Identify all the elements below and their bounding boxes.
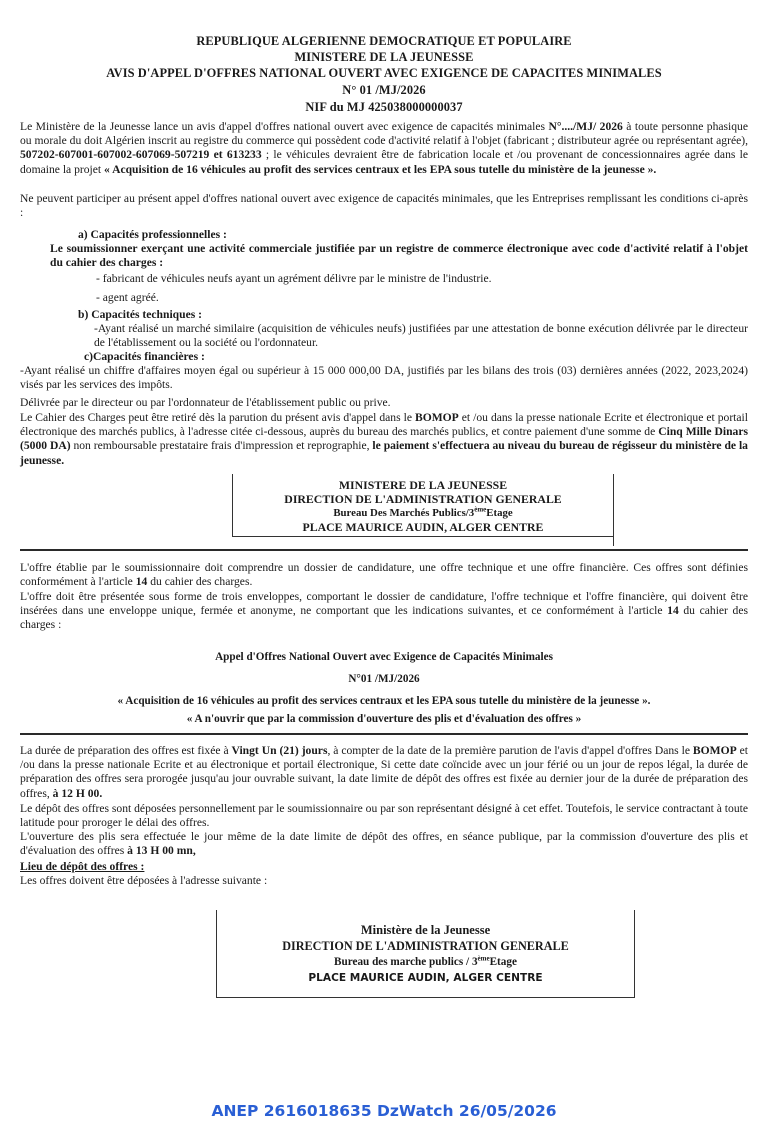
capacity-c-text-2: Délivrée par le directeur ou par l'ordonnateur de l'établissement public ou prive.	[20, 396, 391, 409]
deposit-address-intro: Les offres doivent être déposées à l'adresse suivante :	[20, 874, 268, 887]
header-nif: NIF du MJ 425038000000037	[305, 100, 463, 114]
box2-place: PLACE MAURICE AUDIN, ALGER CENTRE	[308, 972, 543, 984]
separator-2	[20, 733, 748, 735]
intro-paragraph: Le Ministère de la Jeunesse lance un avis d'appel d'offres national ouvert avec exigence de capacités minimales N°..../MJ/ 2026 à toute personne phasique ou morale du doit Algérien inscrit au registre du commerce qui possèdent code d'activité relatif à l'objet (fabricant ; distributeur agrée ou représentant agrée), 507202-607001-607002-607069-507219 et 613233 ; le véhicules devraient être de fabrication locale et /ou provenant de concessionnaires agrée dans le domaine la projet « Acquisition de 16 véhicules au profit des services centraux et les EPA sous tutelle du ministère de la jeunesse ».	[20, 120, 748, 176]
envelope-line-4: « A n'ouvrir que par la commission d'ouverture des plis et d'évaluation des offres »	[186, 713, 582, 725]
box1-place: PLACE MAURICE AUDIN, ALGER CENTRE	[302, 520, 544, 534]
box2-bottom-border	[216, 997, 635, 998]
box1-ministry: MINISTERE DE LA JEUNESSE	[338, 478, 508, 492]
deposit-paragraph: Le dépôt des offres sont déposées personnellement par le soumissionnaire ou par son représentant désigné à cet effet. Toutefois, le service contractant à toute latitude pour proroger le délai des offres.	[20, 802, 748, 830]
box2-bureau: Bureau des marche publics / 3èmeEtage	[334, 954, 517, 968]
box2-ministry: Ministère de la Jeunesse	[360, 923, 491, 937]
box1-direction: DIRECTION DE L'ADMINISTRATION GENERALE	[284, 492, 562, 506]
offer-paragraph-1: L'offre établie par le soumissionnaire doit comprendre un dossier de candidature, une offre technique et une offre financière. Ces offres sont définies conformément à l'article 14 du cahier des charges.	[20, 561, 748, 589]
header-republic: REPUBLIQUE ALGERIENNE DEMOCRATIQUE ET POPULAIRE	[196, 34, 572, 48]
header-ministry: MINISTERE DE LA JEUNESSE	[294, 50, 474, 64]
opening-paragraph: L'ouverture des plis sera effectuée le jour même de la date limite de dépôt des offres, en séance publique, par la commission d'ouverture des plis et d'évaluation des offres à 13 H 00 mn,	[20, 830, 748, 858]
envelope-line-3: « Acquisition de 16 véhicules au profit des services centraux et les EPA sous tutelle du ministère de la jeunesse ».	[117, 695, 651, 707]
envelope-line-1: Appel d'Offres National Ouvert avec Exigence de Capacités Minimales	[215, 651, 553, 663]
capacity-c-title: c)Capacités financières :	[84, 350, 205, 363]
deposit-place-heading: Lieu de dépôt des offres :	[20, 860, 145, 873]
footer-reference: ANEP 2616018635 DzWatch 26/05/2026	[211, 1102, 557, 1120]
capacity-b-text: -Ayant réalisé un marché similaire (acquisition de véhicules neufs) justifiées par une attestation de bonne exécution délivrée par le directeur de l'établissement ou la société ou l'ordonnateur.	[94, 322, 748, 350]
box1-bureau: Bureau Des Marchés Publics/3èmeEtage	[333, 505, 513, 519]
envelope-line-2: N°01 /MJ/2026	[348, 673, 420, 685]
capacity-b-title: b) Capacités techniques :	[78, 308, 202, 321]
conditions-paragraph: Ne peuvent participer au présent appel d'offres national ouvert avec exigence de capacités minimales, que les Entreprises remplissant les conditions ci-après :	[20, 192, 748, 220]
header-notice-number: N° 01 /MJ/2026	[342, 83, 426, 97]
offer-paragraph-2: L'offre doit être présentée sous forme de trois enveloppes, comportant le dossier de candidature, l'offre technique et l'offre financière, qui doivent être insérées dans une enveloppe unique, fermée et anonyme, ne comportant que les indications suivantes, et ce conformément à l'article 14 du cahier des charges :	[20, 590, 748, 632]
box2-direction: DIRECTION DE L'ADMINISTRATION GENERALE	[282, 939, 569, 953]
capacity-a-item-1: - fabricant de véhicules neufs ayant un agrément délivre par le ministre de l'industrie.	[96, 272, 492, 285]
address-box-2	[216, 922, 635, 986]
header-notice-title: AVIS D'APPEL D'OFFRES NATIONAL OUVERT AVEC EXIGENCE DE CAPACITES MINIMALES	[106, 66, 662, 80]
box1-bottom-border	[232, 536, 614, 537]
capacity-a-title: a) Capacités professionnelles :	[78, 228, 227, 241]
address-box-1	[232, 478, 614, 534]
capacity-a-item-2: - agent agréé.	[96, 291, 159, 304]
capacity-a-text: Le soumissionner exerçant une activité commerciale justifiée par un registre de commerce électronique avec code d'activité relatif à l'objet du cahier des charges :	[50, 242, 748, 270]
separator-1	[20, 549, 748, 551]
delay-paragraph: La durée de préparation des offres est fixée à Vingt Un (21) jours, à compter de la date de la première parution de l'avis d'appel d'offres Dans le BOMOP et /ou dans la presse nationale Ecrite et au électronique et portail électronique, Si cette date coïncide avec un jour férié ou un jour de repos légal, la durée de préparation des offres sera prorogée jusqu'au jour ouvrable suivant, la date limite de dépôt des offres est fixée au dernier jour de la durée de préparation des offres, à 12 H 00.	[20, 744, 748, 800]
cahier-paragraph: Le Cahier des Charges peut être retiré dès la parution du présent avis d'appel dans le BOMOP et /ou dans la presse nationale Ecrite et électronique et portail électronique des marchés publics, à l'adresse citée ci-dessous, auprès du bureau des marchés publics, et contre paiement d'une somme de Cinq Mille Dinars (5000 DA) non remboursable prestataire frais d'impression et reprographie, le paiement s'effectuera au niveau du bureau de régisseur du ministère de la jeunesse.	[20, 411, 748, 467]
capacity-c-text: -Ayant réalisé un chiffre d'affaires moyen égal ou supérieur à 15 000 000,00 DA, justifiés par les bilans des trois (03) dernières années (2022, 2023,2024) visés par les services des impôts.	[20, 364, 748, 392]
